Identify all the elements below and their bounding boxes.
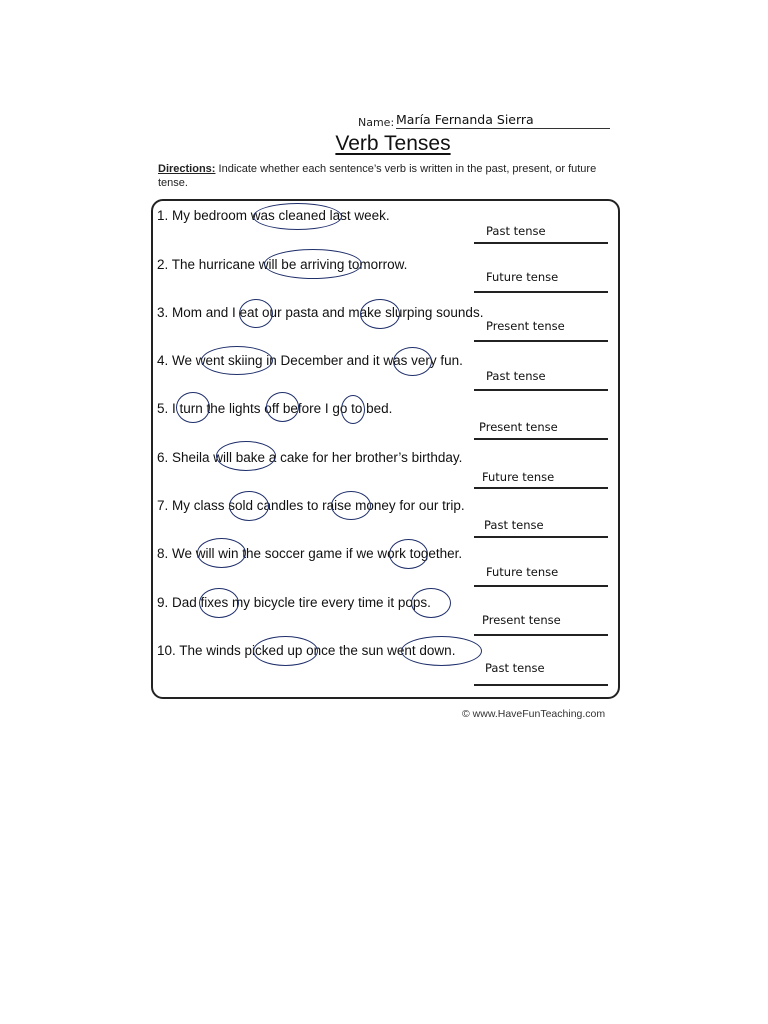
sentence-8: 8. We will win the soccer game if we work together. xyxy=(157,546,463,561)
answer-10: Past tense xyxy=(485,661,545,675)
answer-line-7 xyxy=(474,536,608,538)
sentence-10: 10. The winds picked up once the sun went down. xyxy=(157,643,456,658)
sentence-3: 3. Mom and I eat our pasta and make slurping sounds. xyxy=(157,305,484,320)
answer-5: Present tense xyxy=(479,420,558,434)
answer-line-2 xyxy=(474,291,608,293)
answer-7: Past tense xyxy=(484,518,544,532)
worksheet-title: Verb Tenses xyxy=(335,132,451,155)
sentence-9: 9. Dad fixes my bicycle tire every time it pops. xyxy=(157,595,431,610)
name-row xyxy=(358,112,610,132)
answer-line-6 xyxy=(474,487,608,489)
answer-9: Present tense xyxy=(482,613,561,627)
sentence-6: 6. Sheila will bake a cake for her brother’s birthday. xyxy=(157,450,463,465)
student-name: María Fernanda Sierra xyxy=(396,112,534,127)
answer-line-5 xyxy=(474,438,608,440)
answer-3: Present tense xyxy=(486,319,565,333)
answer-line-1 xyxy=(474,242,608,244)
answer-line-3 xyxy=(474,340,608,342)
name-label: Name: xyxy=(358,116,395,129)
directions xyxy=(158,162,608,190)
answer-2: Future tense xyxy=(486,270,559,284)
answer-line-8 xyxy=(474,585,608,587)
sentence-1: 1. My bedroom was cleaned last week. xyxy=(157,208,390,223)
answer-8: Future tense xyxy=(486,565,559,579)
answer-1: Past tense xyxy=(486,224,546,238)
directions-text: Indicate whether each sentence’s verb is written in the past, present, or future tense. xyxy=(158,163,597,189)
answer-line-9 xyxy=(474,634,608,636)
name-underline xyxy=(396,128,610,129)
answer-6: Future tense xyxy=(482,470,555,484)
answer-line-4 xyxy=(474,389,608,391)
copyright-text: © www.HaveFunTeaching.com xyxy=(462,708,606,720)
sentence-5: 5. I turn the lights off before I go to bed. xyxy=(157,401,393,416)
answer-line-10 xyxy=(474,684,608,686)
sentence-2: 2. The hurricane will be arriving tomorrow. xyxy=(157,257,408,272)
sentence-7: 7. My class sold candles to raise money for our trip. xyxy=(157,498,465,513)
sentence-4: 4. We went skiing in December and it was very fun. xyxy=(157,353,463,368)
directions-label: Directions: xyxy=(158,163,216,175)
answer-4: Past tense xyxy=(486,369,546,383)
